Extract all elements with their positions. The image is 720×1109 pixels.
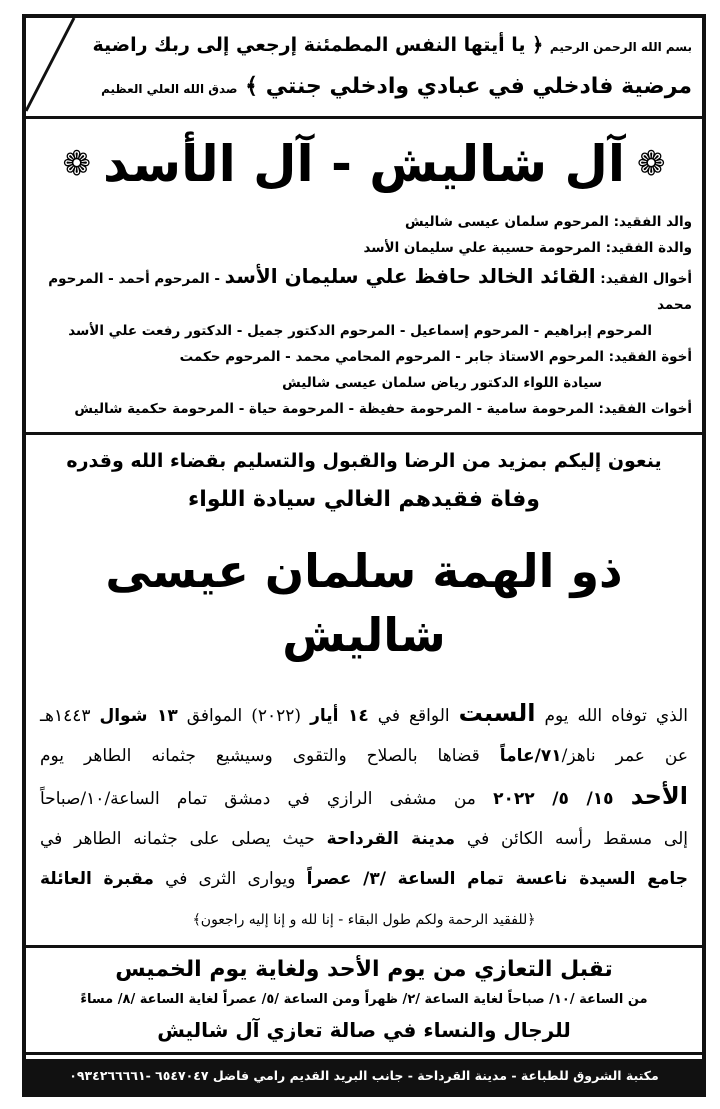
condolences-box (26, 948, 702, 1055)
condolences-venue: للرجال والنساء في صالة تعازي آل شاليش (157, 1018, 571, 1042)
floral-ornament-icon: ❁ (62, 144, 92, 184)
uncles-row: أخوال الفقيد: القائد الخالد حافظ علي سليمان الأسد - المرحوم أحمد - المرحوم محمد (48, 264, 692, 313)
relatives-list (26, 209, 702, 432)
details-line-1: الذي توفاه الله يوم السبت الواقع في ١٤ أيار (٢٠٢٢) الموافق ١٣ شوال ١٤٤٣هـ (40, 699, 688, 727)
details-line-5: جامع السيدة ناعسة تمام الساعة /٣/ عصراً ويوارى الثرى في مقبرة العائلة (40, 869, 688, 889)
brothers-row-2: سيادة اللواء الدكتور رياض سلمان عيسى شاليش (282, 375, 602, 391)
condolences-days: تقبل التعازي من يوم الأحد ولغاية يوم الخميس (115, 957, 613, 982)
printer-footer: مكتبة الشروق للطباعة - مدينة القرداحة - جانب البريد القديم رامي فاضل ٦٥٤٧٠٤٧ -٠٩٣٤٢٦٦٦٦١ (26, 1059, 702, 1093)
obituary-notice (22, 14, 706, 1097)
sisters-row: أخوات الفقيد: المرحومة سامية - المرحومة حفيظة - المرحومة حياة - المرحومة حكمية شاليش (74, 401, 692, 417)
diagonal-divider (26, 18, 76, 116)
details-paragraph (40, 693, 688, 899)
mother-row: والدة الفقيد: المرحومة حسيبة علي سليمان الأسد (363, 240, 692, 256)
closing-prayer: ﴿للفقيد الرحمة ولكم طول البقاء - إنا لله و إنا إليه راجعون﴾ (192, 912, 536, 928)
announcement-box (26, 432, 702, 948)
deceased-name: ذو الهمة سلمان عيسى شاليش (105, 544, 623, 662)
details-line-2: عن عمر ناهز/٧١/عاماً قضاها بالصلاح والتقوى وسيشيع جثمانه الطاهر يوم (40, 746, 689, 766)
announcement-line-2: وفاة فقيدهم الغالي سيادة اللواء (188, 487, 540, 512)
details-line-4: إلى مسقط رأسه الكائن في مدينة القرداحة حيث يصلى على جثمانه الطاهر في (40, 829, 689, 849)
brothers-row: أخوة الفقيد: المرحوم الاستاذ جابر - المرحوم المحامي محمد - المرحوم حكمت (179, 349, 692, 365)
floral-ornament-icon: ❁ (637, 144, 666, 184)
uncles-row-2: المرحوم إبراهيم - المرحوم إسماعيل - المرحوم الدكتور جميل - الدكتور رفعت علي الأسد (68, 323, 652, 339)
family-header (26, 119, 702, 209)
verse-line-1: بسم الله الرحمن الرحيم ﴿ يا أيتها النفس المطمئنة إرجعي إلى ربك راضية (92, 34, 692, 56)
quran-verse-box (26, 18, 702, 119)
announcement-line-1: ينعون إليكم بمزيد من الرضا والقبول والتسليم بقضاء الله وقدره (66, 450, 662, 472)
families-title: آل شاليش - آل الأسد (103, 134, 625, 193)
father-row: والد الفقيد: المرحوم سلمان عيسى شاليش (404, 214, 692, 230)
verse-line-2: مرضية فادخلي في عبادي وادخلي جنتي ﴾ صدق الله العلي العظيم (101, 74, 692, 99)
details-line-3: الأحد ١٥/ ٥/ ٢٠٢٢ من مشفى الرازي في دمشق تمام الساعة/١٠/صباحاً (40, 782, 688, 810)
condolences-hours: من الساعة /١٠/ صباحاً لغاية الساعة /٢/ ظهراً ومن الساعة /٥/ عصراً لغاية الساعة /٨/ مساءً (80, 992, 648, 1007)
